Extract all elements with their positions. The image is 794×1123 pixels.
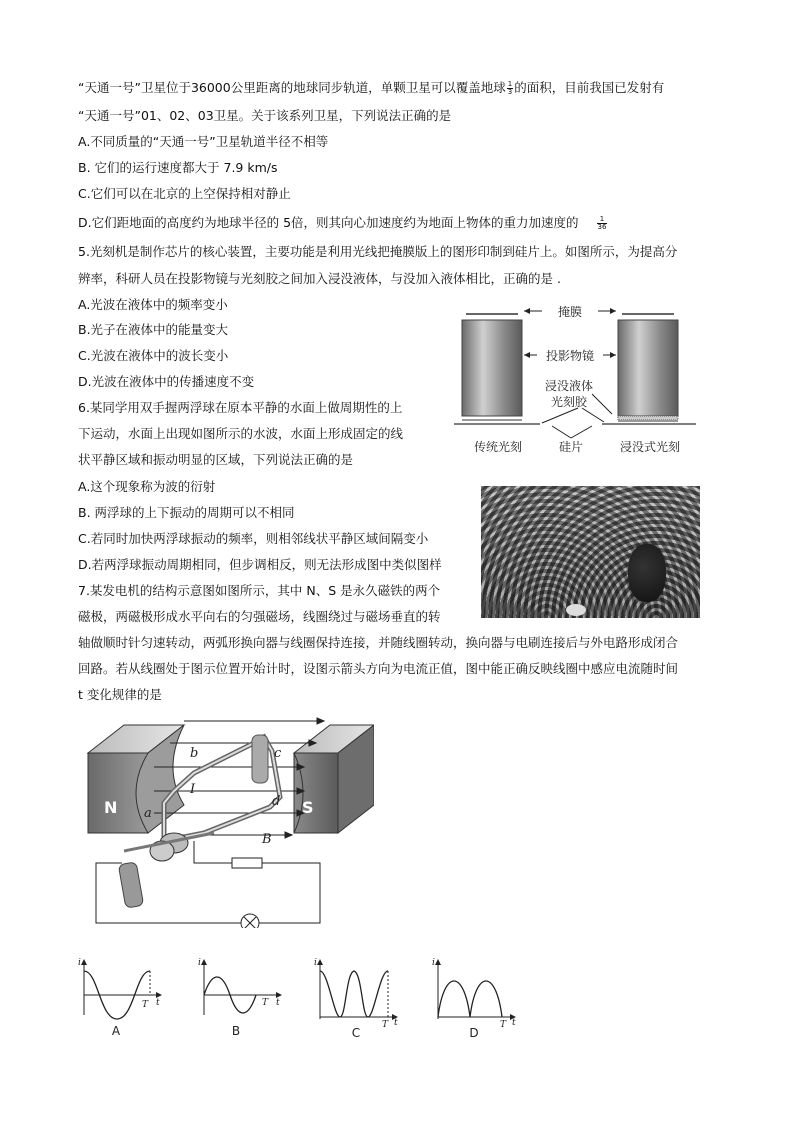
resist-right xyxy=(618,420,678,422)
graph-c xyxy=(306,955,402,1039)
label-traditional: 传统光刻 xyxy=(473,440,523,454)
label-n: N xyxy=(104,798,118,817)
water-wave-photo xyxy=(481,486,700,618)
graph-d-period: T xyxy=(500,1020,507,1030)
graph-c-xaxis: t xyxy=(394,1018,398,1028)
label-a: a xyxy=(144,806,152,821)
graph-c-period: T xyxy=(382,1020,389,1030)
q4-option-d-fraction xyxy=(597,216,608,231)
label-b: b xyxy=(190,746,199,761)
label-d: d xyxy=(272,794,281,809)
q6-option-a: A.这个现象称为波的衍射 xyxy=(78,479,216,494)
float-ball-reflection xyxy=(566,604,586,616)
q4-option-d xyxy=(78,215,608,231)
label-immersion: 浸没式光刻 xyxy=(619,440,681,454)
label-mask: 掩膜 xyxy=(557,305,583,319)
q7-stem-line1: 7.某发电机的结构示意图如图所示，其中 N、S 是永久磁铁的两个 xyxy=(78,583,441,598)
resist-left xyxy=(462,419,522,421)
graph-a-period: T xyxy=(142,1000,149,1010)
q6-stem-line1: 6.某同学用双手握两浮球在原本平静的水面上做周期性的上 xyxy=(78,400,403,415)
q4-optd-frac-den: 36 xyxy=(597,223,607,231)
q4-optd-frac-num: 1 xyxy=(597,216,608,224)
graph-b-period: T xyxy=(262,998,269,1008)
graph-a-letter: A xyxy=(111,1024,121,1038)
label-wafer: 硅片 xyxy=(558,440,584,454)
q4-option-d-text: D.它们距地面的高度约为地球半径的 5倍，则其向心加速度约为地面上物体的重力加速度的 xyxy=(78,215,579,230)
label-field: B xyxy=(262,832,272,847)
q4-stem-line2: “天通一号”01、02、03卫星。关于该系列卫星，下列说法正确的是 xyxy=(78,108,452,123)
label-lens: 投影物镜 xyxy=(545,349,595,363)
graph-b-letter: B xyxy=(231,1024,241,1038)
generator-figure xyxy=(84,713,374,928)
label-c: c xyxy=(274,746,282,761)
q5-stem-line2: 辨率，科研人员在投影物镜与光刻胶之间加入浸没液体，与没加入液体相比，正确的是 . xyxy=(78,271,561,286)
q4-stem-line1 xyxy=(78,80,664,96)
graph-b-xaxis: t xyxy=(276,998,280,1008)
q4-option-a: A.不同质量的“天通一号”卫星轨道半径不相等 xyxy=(78,134,329,149)
q4-stem-part2: 的面积，目前我国已发射有 xyxy=(514,80,665,95)
graph-a-yaxis: i xyxy=(78,958,81,968)
q5-option-d: D.光波在液体中的传播速度不变 xyxy=(78,374,255,389)
q5-option-b: B.光子在液体中的能量变大 xyxy=(78,322,229,337)
q4-frac-den: 3 xyxy=(507,88,513,96)
lamp xyxy=(241,914,259,928)
resistor xyxy=(232,858,262,868)
q6-option-b: B. 两浮球的上下振动的周期可以不相同 xyxy=(78,505,295,520)
q5-option-c: C.光波在液体中的波长变小 xyxy=(78,348,229,363)
immersion-liquid-layer xyxy=(618,416,678,420)
graph-b xyxy=(190,955,286,1039)
q6-option-c: C.若同时加快两浮球振动的频率，则相邻线状平静区域间隔变小 xyxy=(78,531,429,546)
graph-d-letter: D xyxy=(469,1026,479,1039)
q7-stem-line3: 轴做顺时针匀速转动，两弧形换向器与线圈保持连接，并随线圈转动，换向器与电刷连接后与外电路形成闭合 xyxy=(78,635,679,650)
lens-cylinder-left xyxy=(462,320,522,416)
q4-option-c: C.它们可以在北京的上空保持相对静止 xyxy=(78,186,291,201)
q6-stem-line2: 下运动，水面上出现如图所示的水波，水面上形成固定的线 xyxy=(78,426,404,441)
graph-b-yaxis: i xyxy=(198,958,201,968)
float-ball xyxy=(628,544,666,602)
q7-stem-line5: t 变化规律的是 xyxy=(78,687,162,702)
graph-c-yaxis: i xyxy=(314,958,317,968)
q4-fraction xyxy=(507,81,513,96)
q4-option-b: B. 它们的运行速度都大于 7.9 km/s xyxy=(78,160,278,175)
label-s: S xyxy=(302,798,314,817)
graph-a xyxy=(70,955,166,1039)
q7-stem-line2: 磁极，两磁极形成水平向右的匀强磁场，线圈绕过与磁场垂直的转 xyxy=(78,609,441,624)
q5-option-a: A.光波在液体中的频率变小 xyxy=(78,297,228,312)
q4-stem-part1: “天通一号”卫星位于36000公里距离的地球同步轨道，单颗卫星可以覆盖地球 xyxy=(78,80,506,95)
graph-d-yaxis: i xyxy=(432,958,435,968)
q5-stem-line1: 5.光刻机是制作芯片的核心装置，主要功能是利用光线把掩膜版上的图形印制到硅片上。如图所示，为提高分 xyxy=(78,244,678,259)
q4-frac-num: 1 xyxy=(507,80,513,88)
graph-c-letter: C xyxy=(351,1026,361,1039)
graph-d-xaxis: t xyxy=(512,1018,516,1028)
q6-option-d: D.若两浮球振动周期相同，但步调相反，则无法形成图中类似图样 xyxy=(78,557,442,572)
label-resist: 光刻胶 xyxy=(550,395,588,409)
lens-cylinder-right xyxy=(618,320,678,416)
label-liquid: 浸没液体 xyxy=(544,379,594,393)
q6-stem-line3: 状平静区域和振动明显的区域，下列说法正确的是 xyxy=(78,452,354,467)
q7-stem-line4: 回路。若从线圈处于图示位置开始计时，设图示箭头方向为电流正值，图中能正确反映线圈中感应电流随时间 xyxy=(78,661,679,676)
label-current: I xyxy=(190,782,196,797)
graph-d xyxy=(424,955,520,1039)
lithography-figure xyxy=(452,298,714,460)
graph-a-xaxis: t xyxy=(156,998,160,1008)
